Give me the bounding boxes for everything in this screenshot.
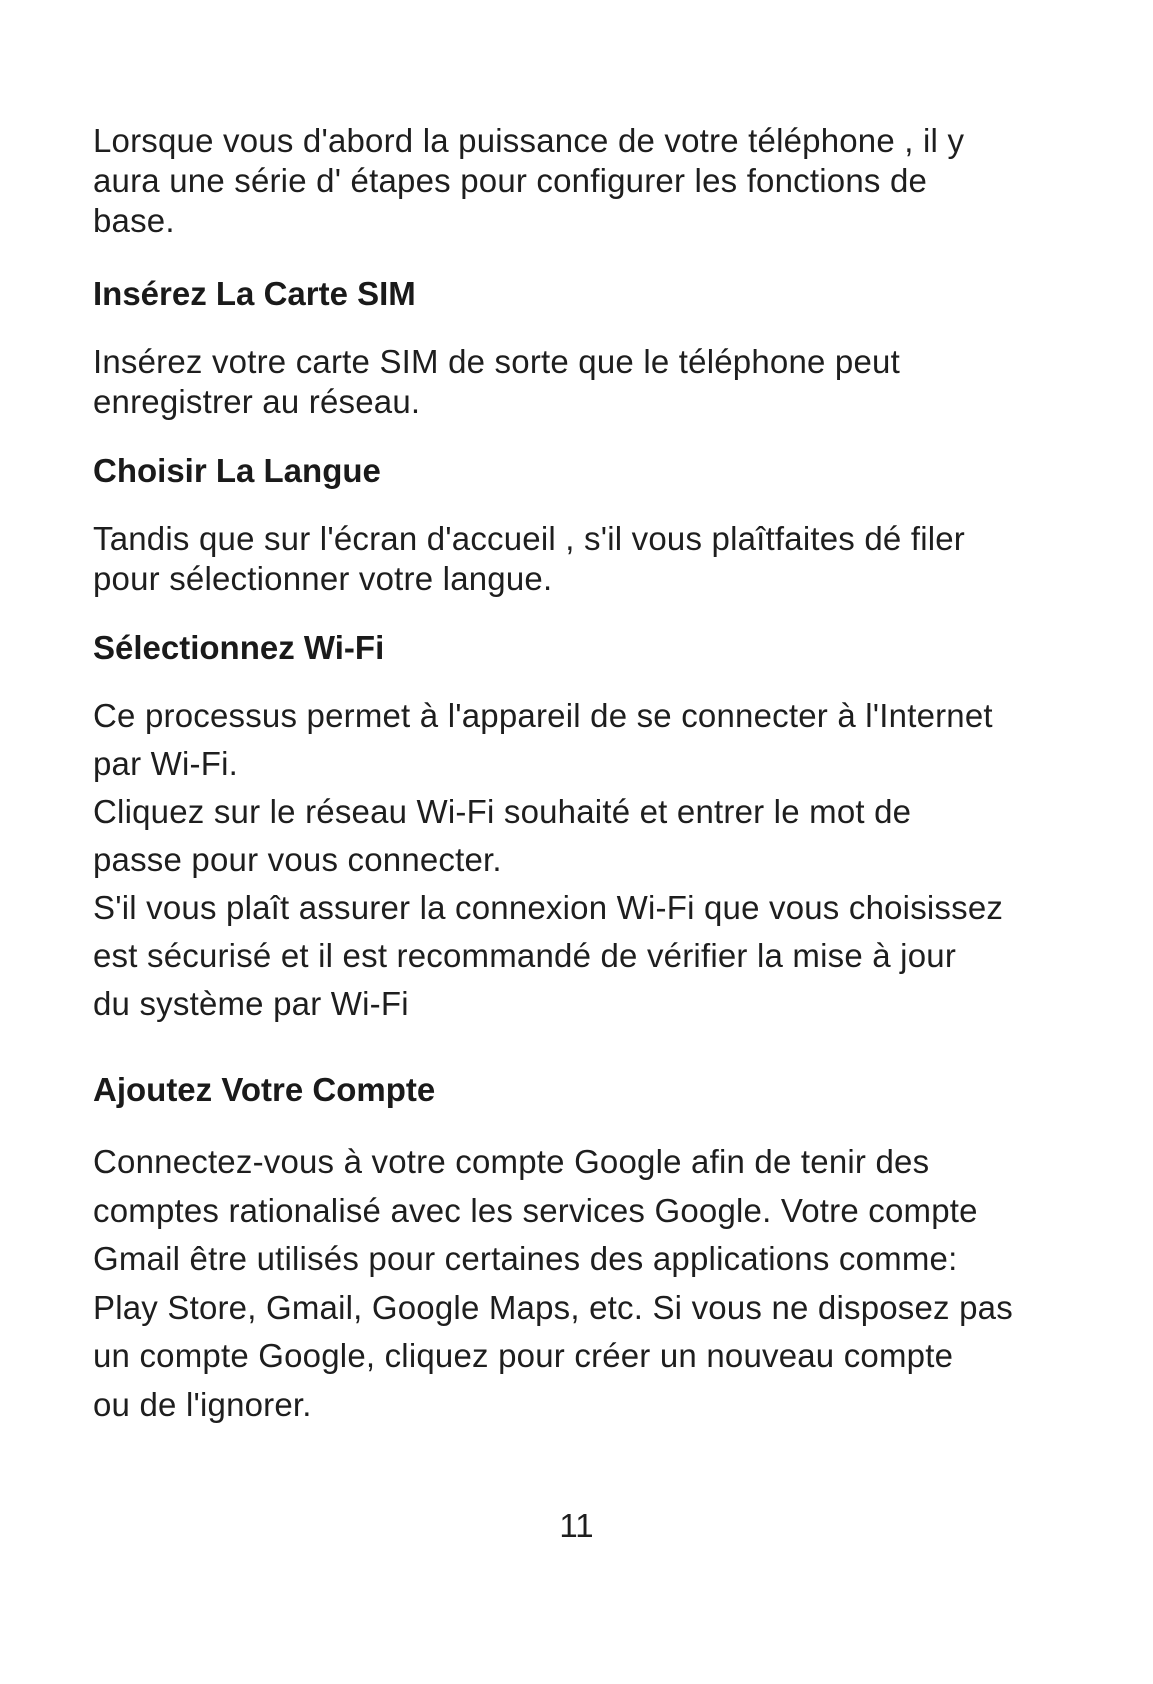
body-line: Ce processus permet à l'appareil de se connecter à l'Internet [93,697,993,734]
section-heading-account: Ajoutez Votre Compte [93,1071,436,1108]
body-line: Connectez-vous à votre compte Google afin de tenir des [93,1143,930,1180]
body-line: S'il vous plaît assurer la connexion Wi-Fi que vous choisissez [93,889,1004,926]
body-line: est sécurisé et il est recommandé de vérifier la mise à jour [93,937,957,974]
body-line: Insérez votre carte SIM de sorte que le téléphone peut [93,343,900,380]
section-heading-language: Choisir La Langue [93,452,381,489]
section-body-account [93,1138,1073,1429]
body-line: Play Store, Gmail, Google Maps, etc. Si vous ne disposez pas [93,1288,1013,1326]
body-line: pour sélectionner votre langue. [93,560,553,597]
intro-line: aura une série d' étapes pour configurer les fonctions de [93,162,928,199]
intro-line: Lorsque vous d'abord la puissance de votre téléphone , il y [93,122,965,159]
body-line: du système par Wi-Fi [93,985,409,1022]
section-body-language [93,519,1073,599]
body-line: passe pour vous connecter. [93,841,502,878]
body-line: un compte Google, cliquez pour créer un nouveau compte [93,1337,954,1374]
intro-line: base. [93,202,175,239]
page-number: 11 [559,1507,594,1544]
body-line: ou de l'ignorer. [93,1385,312,1423]
section-heading-wifi: Sélectionnez Wi-Fi [93,629,385,666]
body-line: par Wi-Fi. [93,745,238,782]
page-content [93,121,1073,1429]
section-body-sim [93,342,1073,422]
section-body-wifi [93,692,1073,1028]
body-line: Cliquez sur le réseau Wi-Fi souhaité et entrer le mot de [93,793,912,830]
body-line: Tandis que sur l'écran d'accueil , s'il vous plaîtfaites dé filer [93,520,965,557]
section-heading-sim: Insérez La Carte SIM [93,275,416,312]
body-line: enregistrer au réseau. [93,383,421,420]
body-line: Gmail être utilisés pour certaines des applications comme: [93,1240,958,1277]
intro-paragraph [93,121,1073,241]
body-line: comptes rationalisé avec les services Google. Votre compte [93,1191,978,1229]
